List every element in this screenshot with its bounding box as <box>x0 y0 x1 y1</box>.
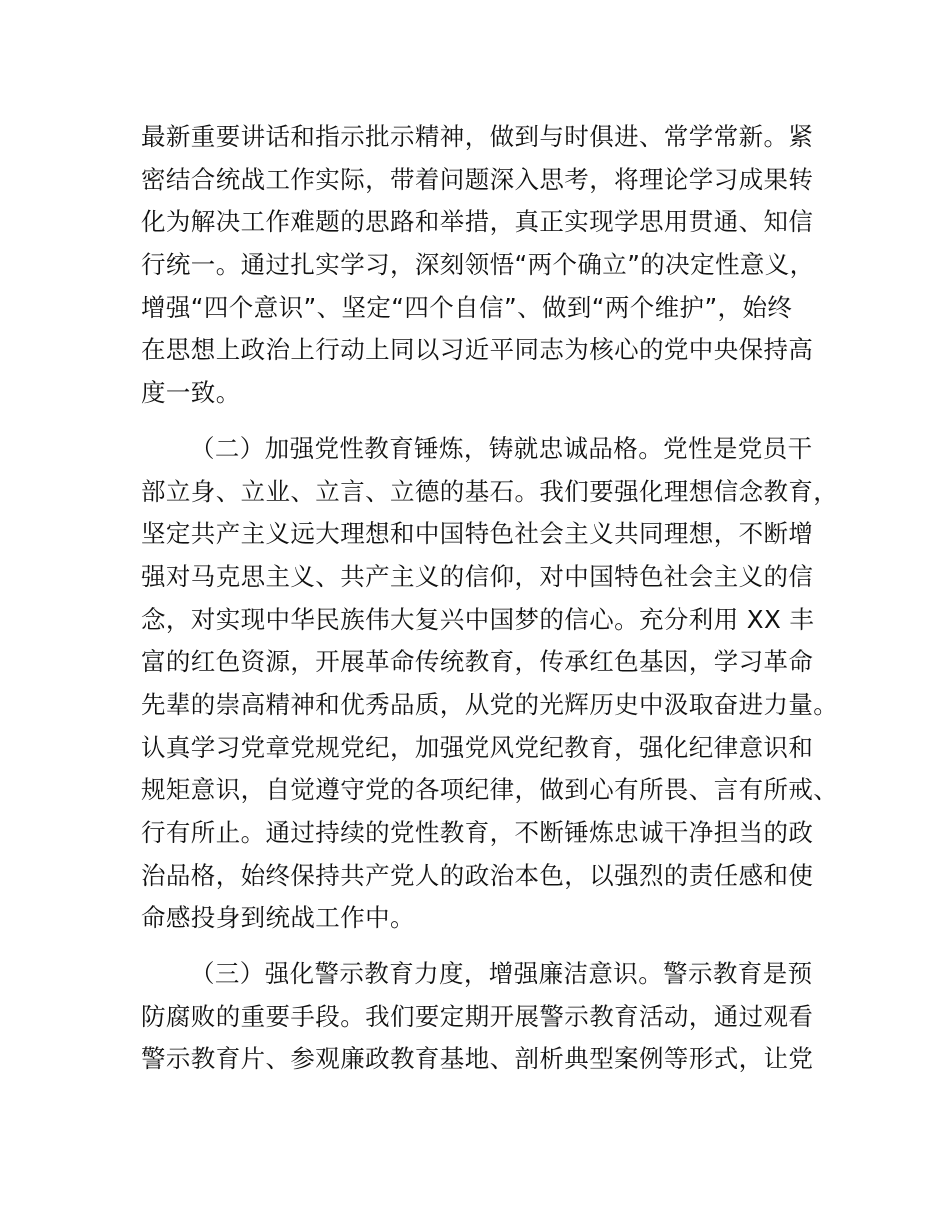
text-line: 在思想上政治上行动上同以习近平同志为核心的党中央保持高 <box>141 335 814 365</box>
text-line: 命感投身到统战工作中。 <box>141 903 415 933</box>
text-line: 先辈的崇高精神和优秀品质，从党的光辉历史中汲取奋进力量。 <box>141 689 839 719</box>
text-line: 坚定共产主义远大理想和中国特色社会主义共同理想，不断增 <box>141 519 814 549</box>
text-line: 富的红色资源，开展革命传统教育，传承红色基因，学习革命 <box>141 647 814 677</box>
paragraph-continuation <box>141 116 841 415</box>
text-line: 警示教育片、参观廉政教育基地、剖析典型案例等形式，让党 <box>141 1044 814 1074</box>
text-line: 治品格，始终保持共产党人的政治本色，以强烈的责任感和使 <box>141 860 814 890</box>
text-line: 规矩意识，自觉遵守党的各项纪律，做到心有所畏、言有所戒、 <box>141 775 839 805</box>
text-line: 防腐败的重要手段。我们要定期开展警示教育活动，通过观看 <box>141 1001 814 1031</box>
paragraph-section-3 <box>141 953 841 1081</box>
text-line: 认真学习党章党规党纪，加强党风党纪教育，强化纪律意识和 <box>141 732 814 762</box>
text-line: 增强“四个意识”、坚定“四个自信”、做到“两个维护”，始终 <box>141 292 793 322</box>
paragraph-spacing <box>141 415 841 428</box>
text-line: 行统一。通过扎实学习，深刻领悟“两个确立”的决定性意义， <box>141 250 815 280</box>
text-line: 最新重要讲话和指示批示精神，做到与时俱进、常学常新。紧 <box>141 122 814 151</box>
text-line: 行有所止。通过持续的党性教育，不断锤炼忠诚干净担当的政 <box>141 818 814 847</box>
paragraph-section-2 <box>141 428 841 940</box>
body-text <box>141 116 841 1081</box>
text-line: （二）加强党性教育锤炼，铸就忠诚品格。党性是党员干 <box>190 433 813 463</box>
text-line: （三）强化警示教育力度，增强廉洁意识。警示教育是预 <box>190 959 813 989</box>
text-line: 密结合统战工作实际，带着问题深入思考，将理论学习成果转 <box>141 164 814 194</box>
text-line: 念，对实现中华民族伟大复兴中国梦的信心。充分利用 XX 丰 <box>141 604 815 634</box>
text-line: 强对马克思主义、共产主义的信仰，对中国特色社会主义的信 <box>141 561 814 591</box>
text-line: 度一致。 <box>141 378 241 408</box>
text-line: 部立身、立业、立言、立德的基石。我们要强化理想信念教育， <box>141 476 839 506</box>
paragraph-spacing <box>141 940 841 953</box>
text-line: 化为解决工作难题的思路和举措，真正实现学思用贯通、知信 <box>141 207 814 237</box>
